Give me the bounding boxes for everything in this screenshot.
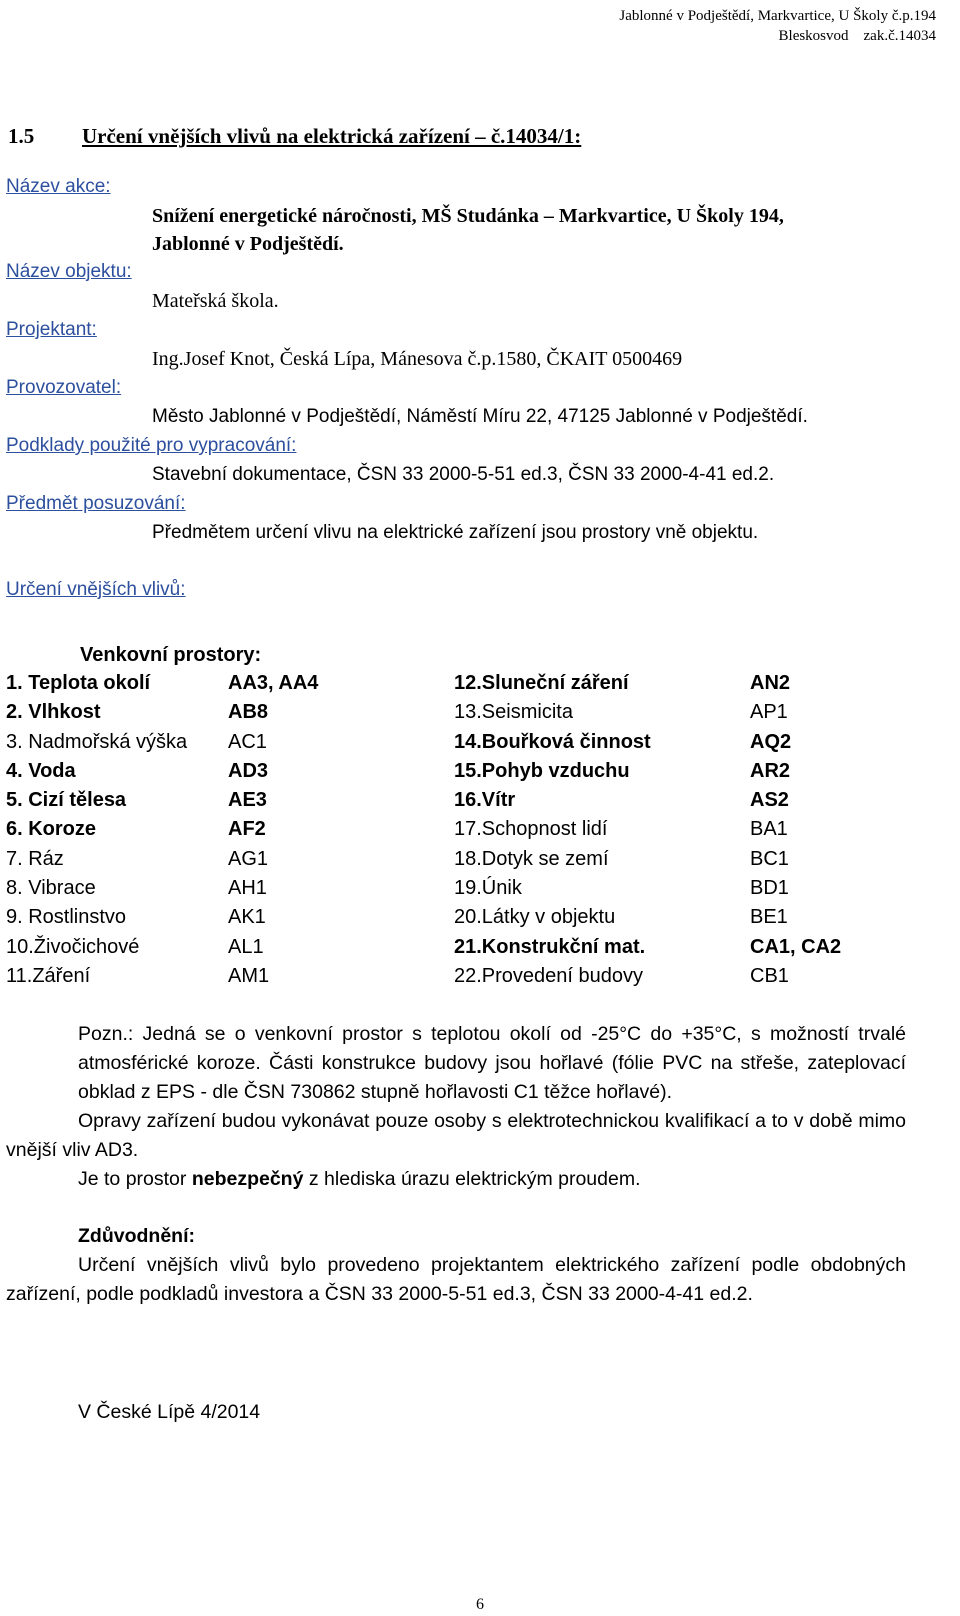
predmet-value: Předmětem určení vlivu na elektrické zařízení jsou prostory vně objektu. (152, 522, 759, 543)
akce-label: Název akce: (6, 176, 111, 197)
table-row (6, 906, 906, 935)
influences-table (6, 672, 906, 994)
influence-name: 15.Pohyb vzduchu (454, 759, 630, 782)
influence-name: 6. Koroze (6, 818, 97, 841)
provozovatel-value: Město Jablonné v Podještědí, Náměstí Míru 22, 47125 Jablonné v Podještědí. (152, 406, 808, 427)
provozovatel-label: Provozovatel: (6, 377, 122, 398)
pozn-paragraph (6, 1020, 906, 1107)
table-row (6, 672, 906, 701)
section-title (8, 124, 581, 149)
influence-code: BD1 (750, 877, 789, 900)
objekt-label: Název objektu: (6, 261, 132, 282)
nebezpecny-block (6, 1165, 906, 1194)
influence-code: AL1 (228, 935, 264, 958)
influence-code: AQ2 (750, 730, 792, 753)
akce-value-1: Snížení energetické náročnosti, MŠ Studánka – Markvartice, U Školy 194, (152, 205, 784, 227)
table-row (6, 760, 906, 789)
influence-name: 9. Rostlinstvo (6, 906, 127, 929)
influence-code: AK1 (228, 906, 266, 929)
influence-name: 7. Ráz (6, 847, 64, 870)
influence-name: 5. Cizí tělesa (6, 789, 127, 812)
notes-block (6, 1020, 906, 1107)
influence-code: AA3, AA4 (228, 672, 319, 694)
header-line-1: Jablonné v Podještědí, Markvartice, U Školy č.p.194 (619, 8, 936, 24)
influence-code: BA1 (750, 818, 788, 841)
influence-name: 13.Seismicita (454, 701, 573, 724)
outdoor-subheading: Venkovní prostory: (80, 644, 262, 666)
projektant-value: Ing.Josef Knot, Česká Lípa, Mánesova č.p.1580, ČKAIT 0500469 (152, 348, 683, 370)
influence-code: AM1 (228, 964, 270, 987)
projektant-label: Projektant: (6, 319, 97, 340)
nebezpecny-paragraph (6, 1165, 906, 1194)
influence-code: AG1 (228, 847, 269, 870)
table-row (6, 818, 906, 847)
influence-code: AD3 (228, 759, 269, 782)
justification-text: Určení vnějších vlivů bylo provedeno projektantem elektrického zařízení podle obdobných zařízení, podle podkladů investora a ČSN 33 2000-5-51 ed.3, ČSN 33 2000-4-41 ed.2. (6, 1254, 906, 1305)
pozn-text: Pozn.: Jedná se o venkovní prostor s teplotou okolí od -25°C do +35°C, s možností trvalé atmosférické koroze. Části konstrukce budovy jsou hořlavé (fólie PVC na střeše, zateplovací obklad z EPS - dle ČSN 730862 stupně hořlavosti C1 těžce hořlavé). (78, 1023, 906, 1103)
predmet-label: Předmět posuzování: (6, 493, 186, 514)
influence-code: CB1 (750, 964, 789, 987)
influence-code: AP1 (750, 701, 788, 724)
page-number: 6 (476, 1596, 484, 1613)
nebezpecny-after: z hlediska úrazu elektrickým proudem. (303, 1168, 641, 1190)
table-row (6, 936, 906, 965)
influence-name: 3. Nadmořská výška (6, 730, 188, 753)
influence-code: AN2 (750, 672, 791, 694)
influence-code: BE1 (750, 906, 788, 929)
podklady-value: Stavební dokumentace, ČSN 33 2000-5-51 ed.3, ČSN 33 2000-4-41 ed.2. (152, 464, 775, 485)
place-date-block (6, 1398, 906, 1427)
influence-name: 21.Konstrukční mat. (454, 935, 646, 958)
opravy-paragraph: Opravy zařízení budou vykonávat pouze osoby s elektrotechnickou kvalifikací a to v době mimo vnější vliv AD3. (6, 1110, 906, 1161)
influence-code: AH1 (228, 877, 267, 900)
influence-name: 16.Vítr (454, 789, 516, 812)
urceni-label: Určení vnějších vlivů: (6, 579, 186, 600)
nebezpecny-before: Je to prostor (78, 1168, 192, 1190)
opravy-block (6, 1107, 906, 1165)
objekt-value: Mateřská škola. (152, 290, 279, 312)
table-row (6, 965, 906, 994)
influence-name: 19.Únik (454, 877, 522, 900)
table-row (6, 848, 906, 877)
influence-name: 20.Látky v objektu (454, 906, 616, 929)
influence-code: AF2 (228, 818, 266, 841)
nebezpecny-bold: nebezpečný (191, 1168, 304, 1190)
influence-name: 22.Provedení budovy (454, 964, 644, 987)
influence-name: 10.Živočichové (6, 935, 140, 958)
akce-value-2: Jablonné v Podještědí. (152, 233, 344, 255)
influence-code: AB8 (228, 701, 269, 724)
influence-code: CA1, CA2 (750, 935, 842, 958)
section-number: 1.5 (8, 124, 35, 148)
table-row (6, 789, 906, 818)
influence-code: AR2 (750, 759, 791, 782)
influence-name: 8. Vibrace (6, 877, 96, 900)
influence-name: 4. Voda (6, 759, 76, 782)
influence-name: 18.Dotyk se zemí (454, 847, 609, 870)
table-row (6, 701, 906, 730)
justification-heading: Zdůvodnění: (78, 1225, 195, 1247)
influence-name: 14.Bouřková činnost (454, 730, 651, 753)
influence-name: 11.Záření (6, 964, 91, 987)
influence-name: 17.Schopnost lidí (454, 818, 608, 841)
justification-block (6, 1222, 906, 1309)
place-date: V České Lípě 4/2014 (78, 1401, 261, 1423)
section-title-text: Určení vnějších vlivů na elektrická zařízení – č.14034/1: (82, 124, 582, 148)
podklady-label: Podklady použité pro vypracování: (6, 435, 297, 456)
influence-name: 2. Vlhkost (6, 701, 101, 724)
page-header (619, 6, 936, 46)
influence-name: 1. Teplota okolí (6, 672, 151, 694)
header-line-2: Bleskosvod zak.č.14034 (778, 28, 936, 44)
influence-code: AE3 (228, 789, 267, 812)
influence-code: AS2 (750, 789, 789, 812)
table-row (6, 731, 906, 760)
influence-code: BC1 (750, 847, 789, 870)
table-row (6, 877, 906, 906)
influence-name: 12.Sluneční záření (454, 672, 629, 694)
influence-code: AC1 (228, 730, 267, 753)
